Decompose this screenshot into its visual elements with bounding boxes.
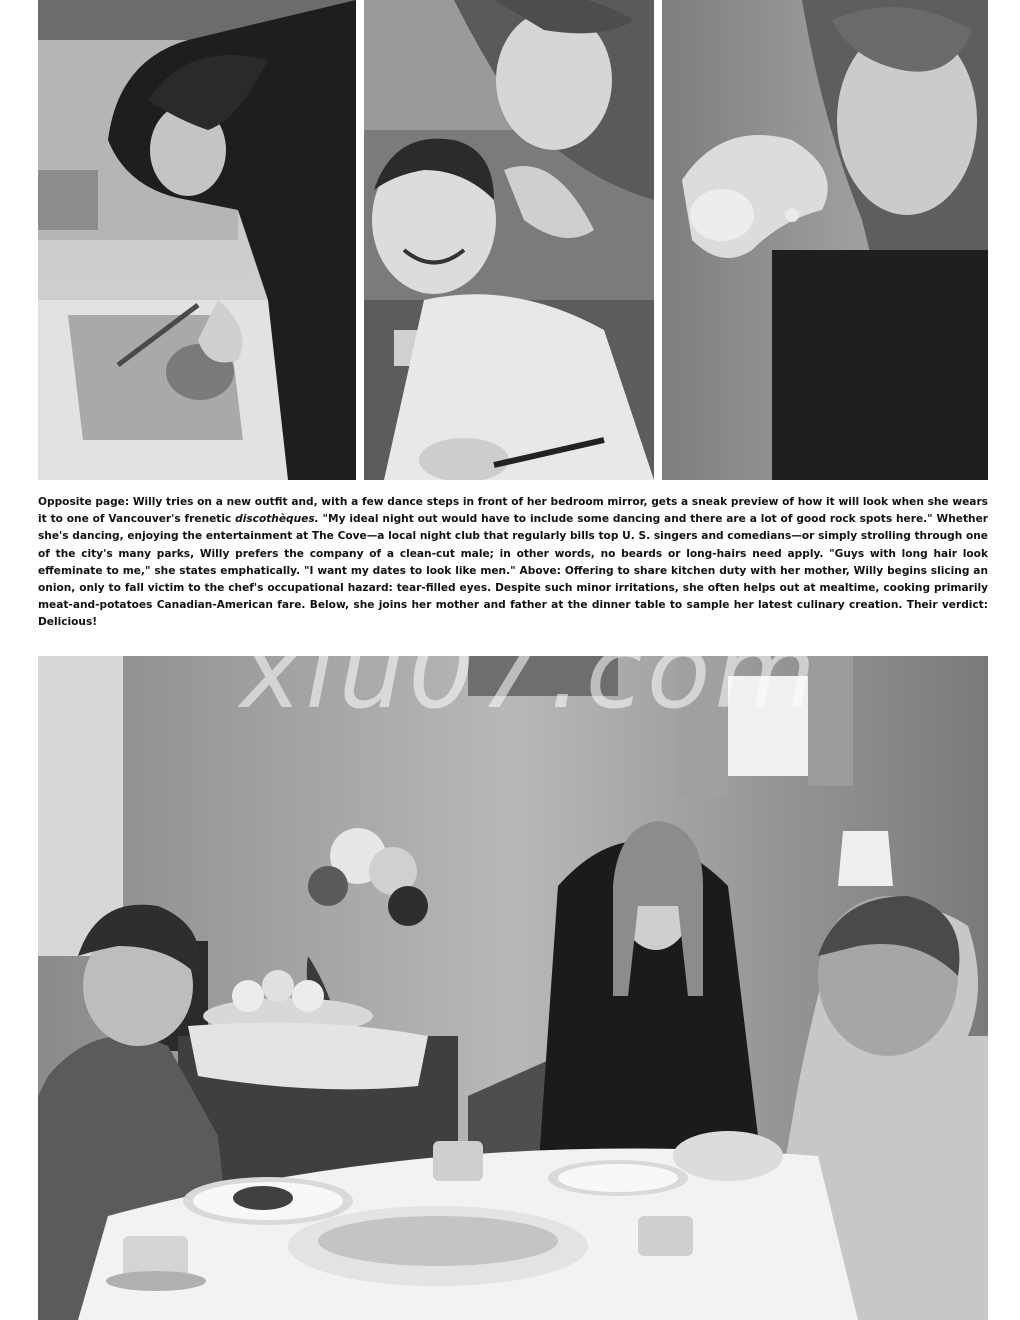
- photo-wiping-tears: [662, 0, 988, 480]
- photo-family-dinner: [38, 656, 988, 1320]
- caption-text-part-2: "My ideal night out would have to include some dancing and there are a lot of good rock spots here." Whether she's dancing, enjoying the entertainment at The Cove—a local night club that regularly bills top U. S. singers and comedians—or simply strolling through one of the city's many parks, Willy prefers the company of a clean-cut male; in other words, no beards or long-hairs need apply. "Guys with long hair look effeminate to me," she states emphatically. "I want my dates to look like men." Above: Offering to share kitchen duty with her mother, Willy begins slicing an onion, only to fall victim to the chef's occupational hazard: tear-filled eyes. Despite such minor irritations, she often helps out at mealtime, cooking primarily meat-and-potatoes Canadian-American fare. Below, she joins her mother and father at the dinner table to sample her latest culinary creation. Their verdict: Delicious!: [38, 513, 988, 629]
- photo-slicing-onion: [38, 0, 356, 480]
- photo-mother-laughing: [364, 0, 654, 480]
- watermark-text: xiu07.com: [240, 610, 820, 732]
- photo-caption: [38, 494, 988, 632]
- caption-text-part-1: Opposite page: Willy tries on a new outfit and, with a few dance steps in front of her bedroom mirror, gets a sneak preview of how it will look when she wears it to one of Vancouver's frenetic: [38, 496, 988, 526]
- caption-text-italic: discothèques.: [235, 513, 319, 526]
